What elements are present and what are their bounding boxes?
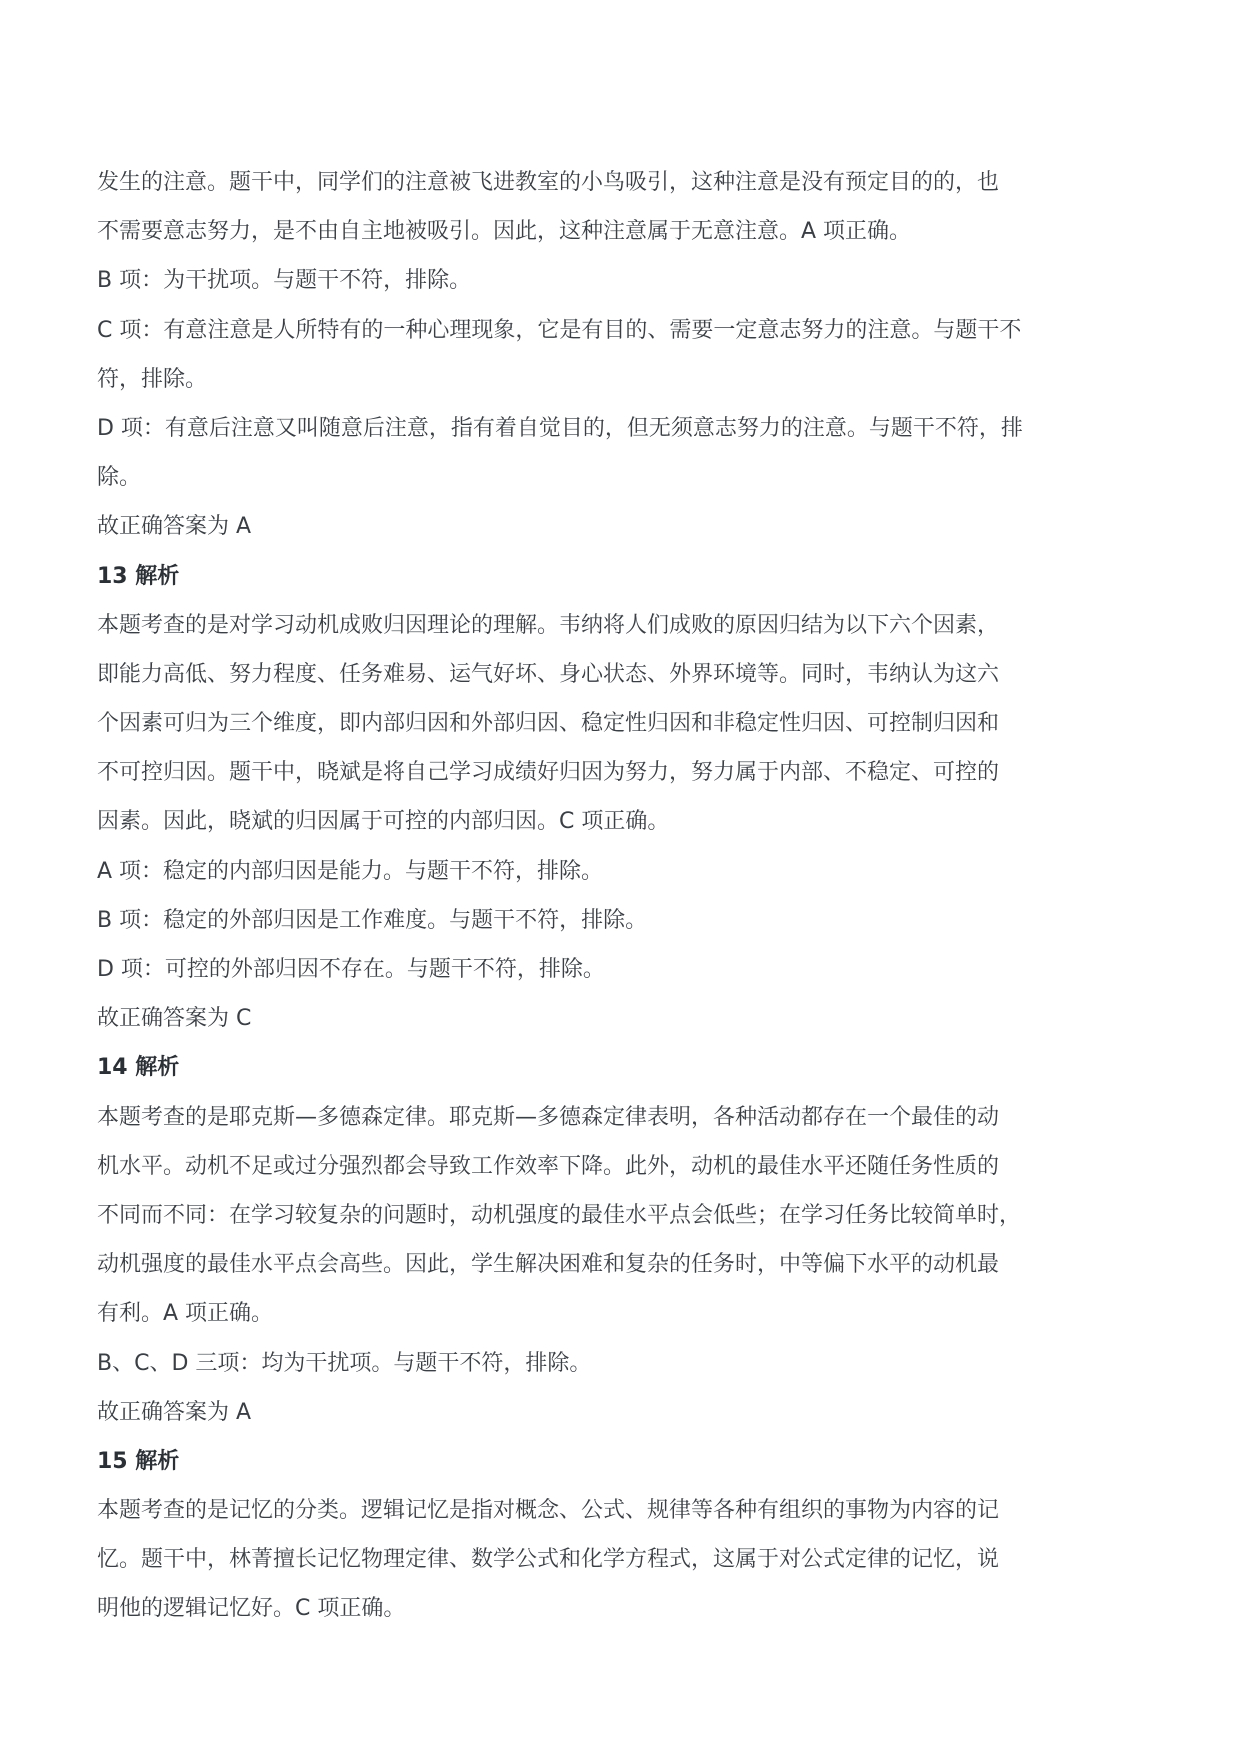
- text-line: 本题考查的是耶克斯—多德森定律。耶克斯—多德森定律表明，各种活动都存在一个最佳的动: [97, 1104, 1000, 1130]
- text-line: 发生的注意。题干中，同学们的注意被飞进教室的小鸟吸引，这种注意是没有预定目的的，也: [97, 170, 1000, 195]
- text-line: 明他的逻辑记忆好。C 项正确。: [97, 1596, 406, 1622]
- text-line: 本题考查的是对学习动机成败归因理论的理解。韦纳将人们成败的原因归结为以下六个因素，: [97, 612, 1000, 638]
- text-line: 不需要意志努力，是不由自主地被吸引。因此，这种注意属于无意注意。A 项正确。: [97, 219, 912, 245]
- answer-line: 故正确答案为 A: [97, 1399, 252, 1425]
- text-line: 因素。因此，晓斌的归因属于可控的内部归因。C 项正确。: [97, 809, 670, 835]
- text-line: D 项：有意后注意又叫随意后注意，指有着自觉目的，但无须意志努力的注意。与题干不符，排: [97, 415, 1023, 441]
- text-line: 有利。A 项正确。: [97, 1301, 274, 1327]
- document-body: [97, 158, 1149, 1634]
- text-line: 即能力高低、努力程度、任务难易、运气好坏、身心状态、外界环境等。同时，韦纳认为这六: [97, 661, 1000, 687]
- text-line: 符，排除。: [97, 366, 208, 392]
- text-line: 不同而不同：在学习较复杂的问题时，动机强度的最佳水平点会低些；在学习任务比较简单时，: [97, 1202, 1022, 1228]
- text-line: D 项：可控的外部归因不存在。与题干不符，排除。: [97, 957, 605, 982]
- section-heading-15: 15 解析: [97, 1448, 180, 1474]
- text-line: 本题考查的是记忆的分类。逻辑记忆是指对概念、公式、规律等各种有组织的事物为内容的记: [97, 1498, 1000, 1524]
- text-line: C 项：有意注意是人所特有的一种心理现象，它是有目的、需要一定意志努力的注意。与题干不: [97, 317, 1022, 343]
- text-line: 忆。题干中，林菁擅长记忆物理定律、数学公式和化学方程式，这属于对公式定律的记忆，说: [97, 1547, 1000, 1573]
- text-line: B 项：稳定的外部归因是工作难度。与题干不符，排除。: [97, 907, 648, 933]
- text-line: 除。: [97, 465, 142, 491]
- section-heading-14: 14 解析: [97, 1055, 180, 1081]
- text-line: 不可控归因。题干中，晓斌是将自己学习成绩好归因为努力，努力属于内部、不稳定、可控的: [97, 760, 1000, 786]
- section-heading-13: 13 解析: [97, 563, 180, 589]
- text-line: B、C、D 三项：均为干扰项。与题干不符，排除。: [97, 1350, 592, 1376]
- text-line: B 项：为干扰项。与题干不符，排除。: [97, 268, 472, 294]
- answer-line: 故正确答案为 A: [97, 514, 252, 540]
- text-line: A 项：稳定的内部归因是能力。与题干不符，排除。: [97, 858, 604, 884]
- text-line: 动机强度的最佳水平点会高些。因此，学生解决困难和复杂的任务时，中等偏下水平的动机最: [97, 1252, 1000, 1278]
- answer-line: 故正确答案为 C: [97, 1006, 252, 1032]
- text-line: 个因素可归为三个维度，即内部归因和外部归因、稳定性归因和非稳定性归因、可控制归因和: [97, 711, 1000, 737]
- text-line: 机水平。动机不足或过分强烈都会导致工作效率下降。此外，动机的最佳水平还随任务性质的: [97, 1153, 1000, 1179]
